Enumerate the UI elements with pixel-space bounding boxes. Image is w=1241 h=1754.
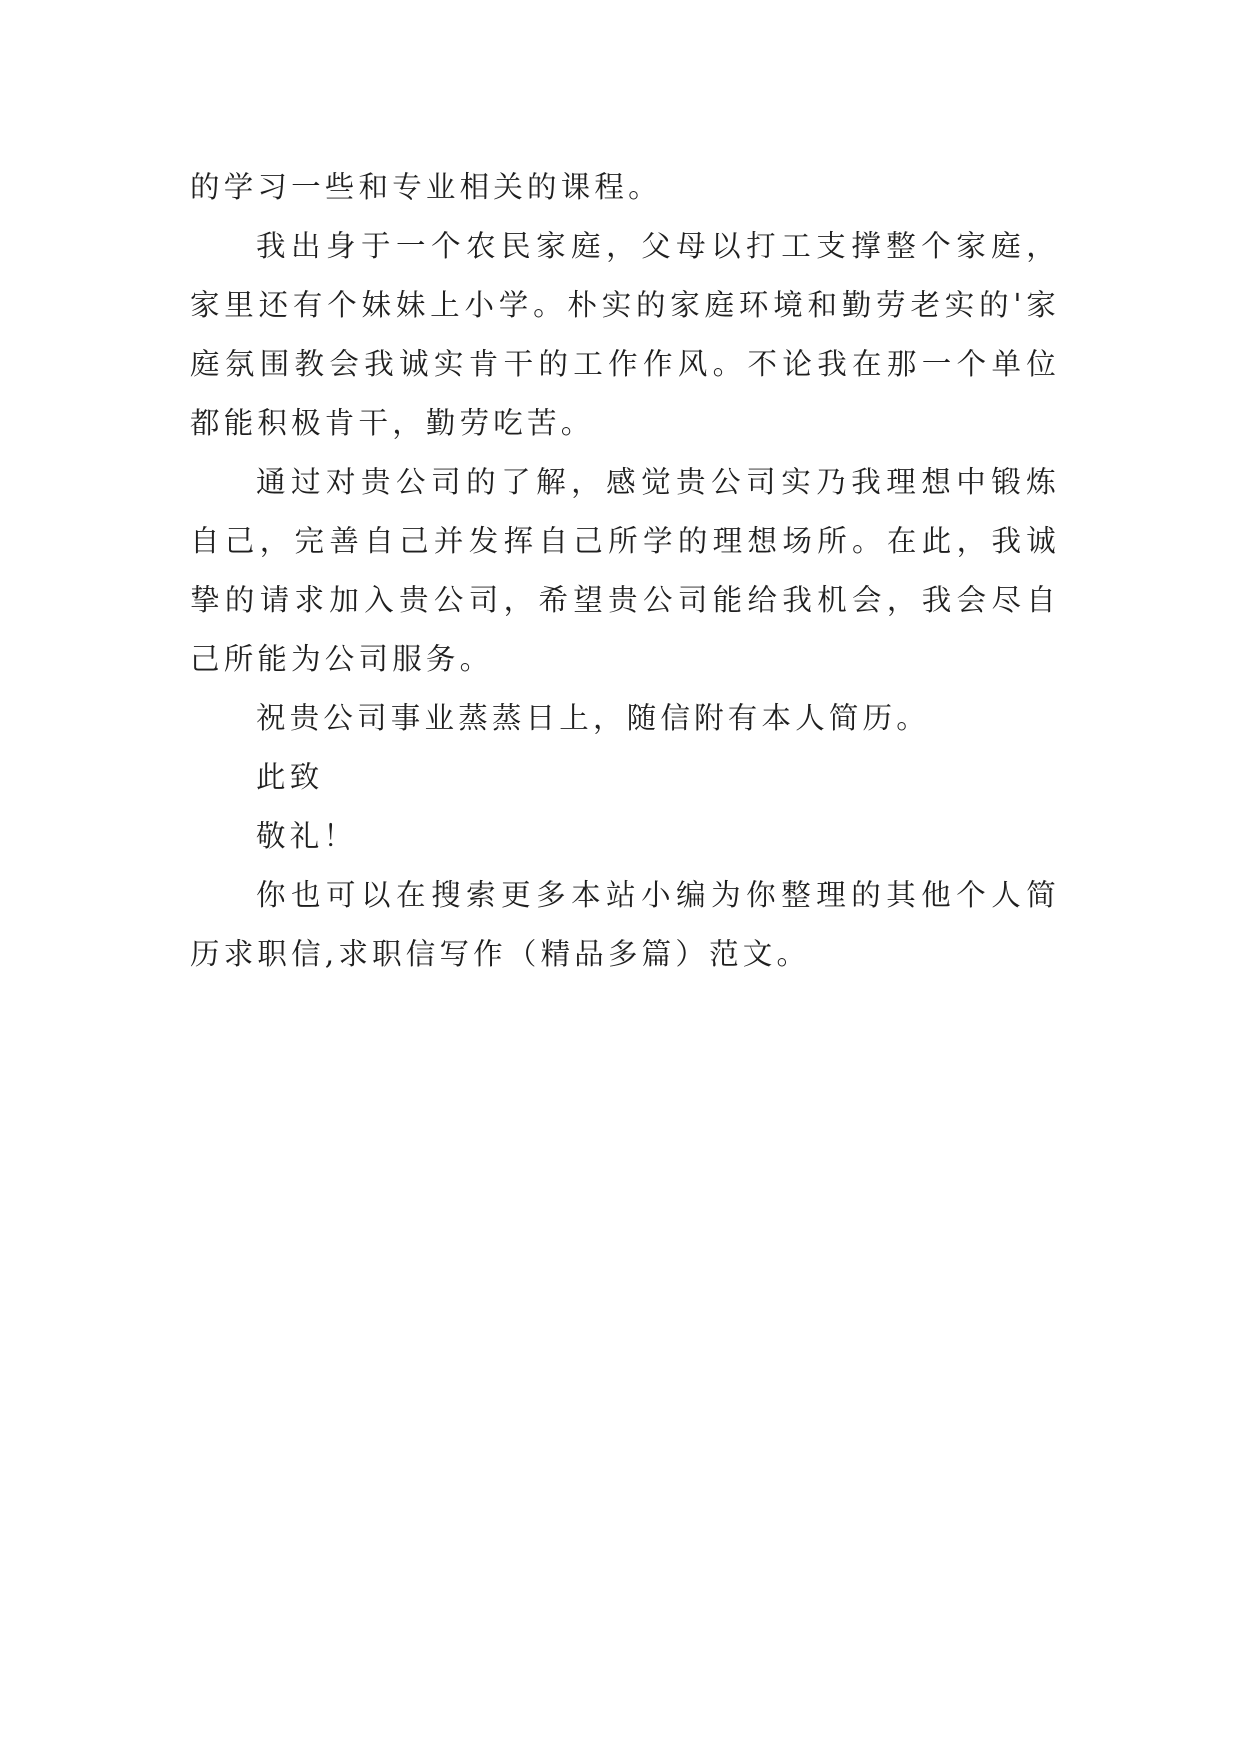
closing-salutation: 此致 (256, 760, 324, 794)
paragraph-family-background: 我出身于一个农民家庭，父母以打工支撑整个家庭，家里还有个妹妹上小学。朴实的家庭环境和勤劳老实的'家庭氛围教会我诚实肯干的工作作风。不论我在那一个单位都能积极肯干，勤劳吃苦。 (190, 229, 1060, 440)
paragraph-company-interest: 通过对贵公司的了解，感觉贵公司实乃我理想中锻炼自己，完善自己并发挥自己所学的理想场所。在此，我诚挚的请求加入贵公司，希望贵公司能给我机会，我会尽自己所能为公司服务。 (190, 465, 1060, 676)
paragraph-wishes: 祝贵公司事业蒸蒸日上，随信附有本人简历。 (256, 701, 931, 735)
closing-regards: 敬礼！ (256, 819, 358, 853)
letter-body (190, 158, 1060, 984)
paragraph-continuation: 的学习一些和专业相关的课程。 (190, 170, 662, 204)
paragraph-footer-note: 你也可以在搜索更多本站小编为你整理的其他个人简历求职信,求职信写作（精品多篇）范文。 (190, 878, 1060, 971)
